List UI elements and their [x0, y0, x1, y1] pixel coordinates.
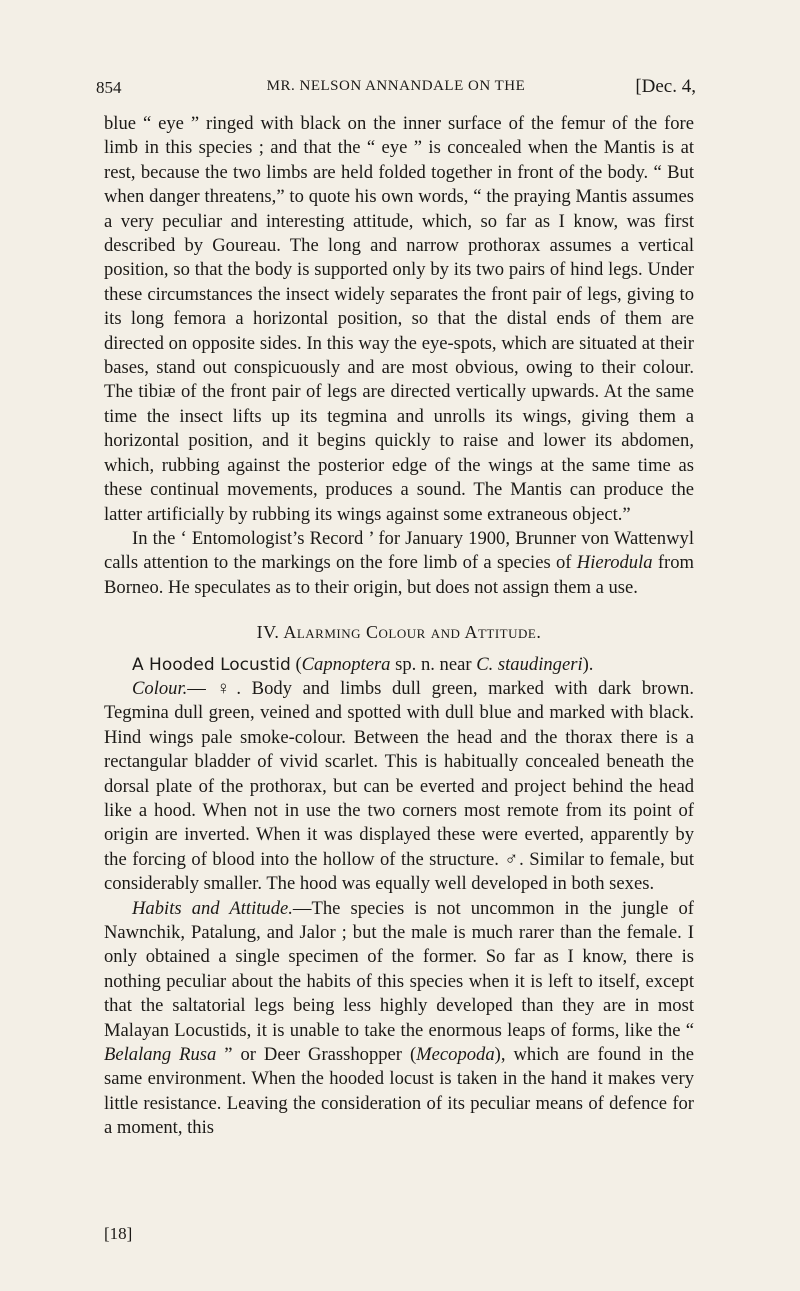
genus-mecopoda: Mecopoda [416, 1044, 495, 1066]
signature-mark: [18] [104, 1224, 133, 1243]
subheading-species: C. staudingeri [476, 653, 583, 675]
paragraph2-prefix: In the ‘ Entomologist’s Record ’ for January 1900, Brunner von Wattenwyl calls attention to the markings on the fore limb of a species of [104, 527, 694, 574]
subheading-paren-open: ( [290, 653, 302, 675]
species-subheading [104, 653, 694, 677]
body-text [104, 112, 694, 1141]
paragraph-brunner [104, 527, 694, 600]
paragraph2-suffix: from Borneo. He speculates as to their origin, but does not assign them a use. [104, 552, 694, 598]
habits-paragraph [104, 897, 694, 1141]
running-title: MR. NELSON ANNANDALE ON THE [266, 78, 526, 94]
page-number: 854 [96, 78, 122, 97]
habits-label: Habits and Attitude. [132, 897, 293, 919]
subheading-mid: sp. n. near [390, 653, 477, 675]
habits-text-2: ” or Deer Grasshopper ( [216, 1044, 417, 1066]
subheading-bold: A Hooded Locustid [132, 654, 291, 675]
subheading-paren-close: ). [582, 653, 594, 675]
colour-text: — ♀. Body and limbs dull green, marked with dark brown. Tegmina dull green, veined and spotted with dull blue and marked with black. Hind wings pale smoke-colour. Between the head and the thorax there is a rectangular bladder of vivid scarlet. This is habitually concealed beneath the dorsal plate of the prothorax, but can be everted and project behind the head like a hood. When not in use the two corners most remote from its point of origin are inverted. When it was displayed these were everted, apparently by the forcing of blood into the hollow of the structure. ♂. Similar to female, but considerably smaller. The hood was equally well developed in both sexes. [104, 677, 694, 895]
subheading-genus: Capnoptera [301, 653, 391, 675]
belalang-rusa: Belalang Rusa [104, 1044, 217, 1066]
section-heading: IV. Alarming Colour and Attitude. [256, 622, 542, 643]
header-date: [Dec. 4, [635, 76, 696, 97]
colour-paragraph [104, 677, 694, 897]
genus-hierodula: Hierodula [576, 552, 653, 574]
colour-label: Colour. [132, 677, 188, 699]
paragraph-continued: blue “ eye ” ringed with black on the inner surface of the femur of the fore limb in this species ; and that the “ eye ” is concealed when the Mantis is at rest, because the two limbs are held folded together in front of the body. “ But when danger threatens,” to quote his own words, “ the praying Mantis assumes a very peculiar and interesting attitude, which, so far as I know, was first described by Goureau. The long and narrow prothorax assumes a vertical position, so that the body is supported only by its two pairs of hind legs. Under these circumstances the insect widely separates the front pair of legs, giving to its long femora a horizontal position, so that the distal ends of them are directed on opposite sides. In this way the eye-spots, which are situated at their bases, stand out conspicuously and are most obvious, owing to their colour. The tibiæ of the front pair of legs are directed vertically upwards. At the same time the insect lifts up its tegmina and unrolls its wings, giving them a horizontal position, and it begins quickly to raise and lower its abdomen, which, rubbing against the posterior edge of the wings at the same time as these continual movements, produces a sound. The Mantis can produce the latter artificially by rubbing its wings against some extraneous object.” [104, 113, 694, 525]
running-header [96, 76, 696, 102]
habits-text-1: —The species is not uncommon in the jungle of Nawnchik, Patalung, and Jalor ; but the male is much rarer than the female. I only obtained a single specimen of the former. So far as I know, there is nothing peculiar about the habits of this species when it is left to itself, except that the saltatorial legs being less highly developed than they are in most Malayan Locustids, it is unable to take the enormous leaps of forms, like the “ [104, 897, 694, 1041]
habits-text-3: ), which are found in the same environment. When the hooded locust is taken in the hand it makes very little resistance. Leaving the consideration of its peculiar means of defence for a moment, this [104, 1044, 695, 1139]
